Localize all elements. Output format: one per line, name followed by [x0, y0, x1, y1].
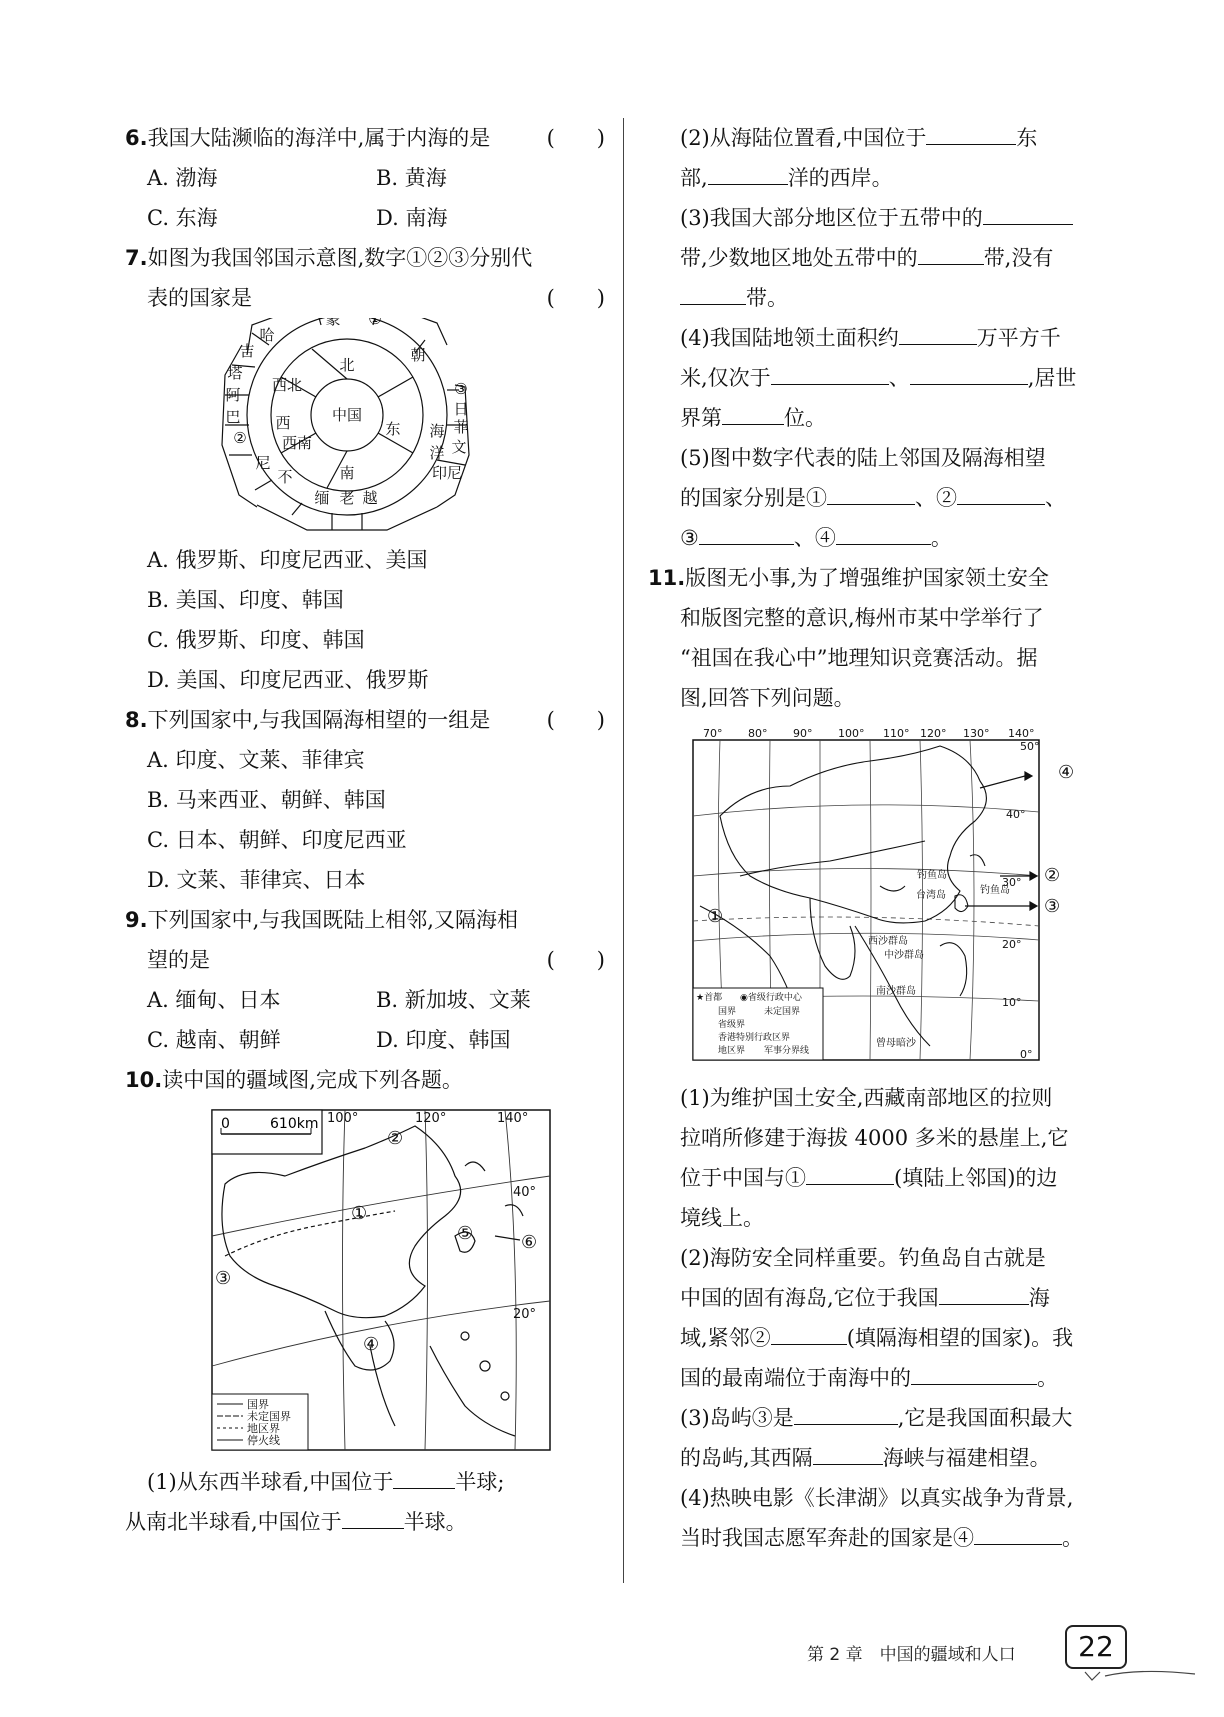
map1-legend-undetermined: 未定国界: [247, 1410, 291, 1423]
map2-legend-provincial: ◉省级行政中心: [740, 993, 802, 1003]
q9-stem-2: [125, 940, 605, 980]
q6-option-b[interactable]: B. 黄海: [376, 166, 447, 190]
q8-option-a[interactable]: A. 印度、文莱、菲律宾: [147, 748, 365, 772]
map1-legend-border: 国界: [247, 1398, 269, 1411]
map2-marker-4: ④: [1058, 762, 1075, 783]
q10-sub4-blank-4[interactable]: [722, 400, 784, 425]
ring-center-label: 中国: [331, 406, 363, 424]
q10-sub5-text-d: 、: [1045, 486, 1066, 510]
q11-sub3-text-b: ,它是我国面积最大: [897, 1406, 1073, 1430]
map2-legend-undetermined: 未定国界: [764, 1007, 801, 1017]
ring-philippines: 菲: [453, 418, 469, 436]
map1-legend-region: 地区界: [247, 1422, 280, 1435]
q10-sub3-line3: [680, 278, 1120, 318]
q11-sub2-text-g: 。: [1037, 1366, 1058, 1390]
neighbor-ring-svg: [125, 318, 605, 540]
q11-sub1-text-d: (填陆上邻国)的边: [894, 1166, 1058, 1190]
map2-marker-2: ②: [1044, 865, 1061, 886]
q11-sub3-text-d: 海峡与福建相望。: [882, 1446, 1051, 1470]
q10-sub4-text-e: ,居世: [1027, 366, 1077, 390]
map2-legend-military: 军事分界线: [764, 1046, 810, 1056]
q10-sub1-text-d: 半球。: [403, 1510, 467, 1534]
q11-sub4-text-c: 。: [1062, 1526, 1083, 1550]
q11-sub3-text-c: 的岛屿,其西隔: [680, 1446, 813, 1470]
q9-text-2: 望的是: [147, 948, 210, 972]
footer-swoosh-decoration: [1080, 1664, 1200, 1684]
q11-sub2-line4: [680, 1358, 1120, 1398]
q11-sub3-blank-1[interactable]: [794, 1400, 898, 1425]
china-territory-map-svg: [125, 1106, 605, 1462]
q7-stem-2: [125, 278, 605, 318]
q11-sub2-blank-2[interactable]: [771, 1320, 847, 1345]
map2-marker-1: ①: [707, 906, 724, 927]
q10-sub1-text-a: (1)从东西半球看,中国位于: [147, 1470, 394, 1494]
ring-laos: 老: [339, 489, 355, 507]
q11-sub2-text-d: 域,紧邻②: [680, 1326, 771, 1350]
ring-sea-label: 海: [429, 422, 445, 440]
q11-sub2-blank-3[interactable]: [911, 1360, 1037, 1385]
q6-options-row-1: [125, 158, 605, 198]
q10-sub2-text-c: 部,: [680, 166, 708, 190]
q11-stem-1: [648, 558, 1120, 598]
q10-sub4-line1: [680, 318, 1120, 358]
q9-number: 9.: [125, 908, 148, 932]
ring-ocean-label: 洋: [429, 444, 445, 462]
q7-option-d[interactable]: D. 美国、印度尼西亚、俄罗斯: [147, 668, 429, 692]
map1-lat-20: 20°: [513, 1307, 537, 1322]
q11-text-1: 版图无小事,为了增强维护国家领土安全: [685, 566, 1049, 590]
ring-mongolia: 蒙: [325, 318, 341, 328]
q11-sub2-line3: [680, 1318, 1120, 1358]
q8-answer-paren[interactable]: ( ): [546, 708, 605, 732]
q8-text: 下列国家中,与我国隔海相望的一组是: [147, 708, 491, 732]
q11-number: 11.: [648, 566, 686, 590]
q10-sub2-blank-2[interactable]: [708, 160, 788, 185]
q10-sub3-blank-3[interactable]: [680, 280, 746, 305]
map1-marker-6: ⑥: [521, 1232, 538, 1253]
map1-lon-120: 120°: [415, 1111, 447, 1126]
q6-option-d[interactable]: D. 南海: [376, 206, 448, 230]
q10-sub4-text-g: 位。: [784, 406, 826, 430]
neighbor-ring-diagram: [125, 318, 605, 540]
right-column: [648, 118, 1120, 1558]
map2-lat-40: 40°: [1006, 808, 1026, 821]
map2-lon-130: 130°: [963, 727, 990, 740]
q6-number: 6.: [125, 126, 148, 150]
q10-sub4-blank-2[interactable]: [771, 360, 889, 385]
map1-scale-zero: 0: [221, 1116, 230, 1132]
q9-text-1: 下列国家中,与我国既陆上相邻,又隔海相: [147, 908, 518, 932]
q10-sub3-line2: [680, 238, 1120, 278]
ring-dir-west: 西: [275, 414, 291, 432]
map1-scale-km: 610km: [270, 1116, 319, 1132]
left-column: [125, 118, 605, 1542]
q11-sub3-line2: [680, 1438, 1120, 1478]
q10-sub1-line1: [125, 1462, 605, 1502]
map2-lon-110: 110°: [883, 727, 910, 740]
q10-sub5-line3: [680, 518, 1120, 558]
q9-option-b[interactable]: B. 新加坡、文莱: [376, 988, 531, 1012]
ring-kyrgyzstan: 吉: [239, 342, 255, 360]
q7-stem-1: [125, 238, 605, 278]
q10-sub3-text-b: 带,少数地区地处五带中的: [680, 246, 918, 270]
ring-marker-2: ②: [233, 429, 247, 447]
q10-sub5-text-c: 、②: [915, 486, 957, 510]
ring-bottom-frame: [257, 505, 437, 530]
q6-options-row-2: [125, 198, 605, 238]
q11-sub4-line1: (4)热映电影《长津湖》以真实战争为背景,: [680, 1486, 1074, 1510]
q11-text-2: 和版图完整的意识,梅州市某中学举行了: [680, 606, 1044, 630]
q11-text-3: “祖国在我心中”地理知识竞赛活动。据: [680, 646, 1038, 670]
q9-option-c[interactable]: C. 越南、朝鲜: [147, 1028, 281, 1052]
ring-brunei: 文: [451, 438, 467, 456]
map1-marker-5: ⑤: [457, 1223, 474, 1244]
q10-text: 读中国的疆域图,完成下列各题。: [162, 1068, 463, 1092]
map2-place-zengmu: 曾母暗沙: [876, 1038, 916, 1049]
map2-lon-90: 90°: [793, 727, 813, 740]
q11-sub1-line1: (1)为维护国土安全,西藏南部地区的拉则: [680, 1086, 1053, 1110]
q10-sub5-blank-4[interactable]: [836, 520, 931, 545]
q10-sub3-text-a: (3)我国大部分地区位于五带中的: [680, 206, 983, 230]
q11-sub2-line1: (2)海防安全同样重要。钓鱼岛自古就是: [680, 1246, 1046, 1270]
q10-sub4-text-f: 界第: [680, 406, 722, 430]
q10-sub3-blank-1[interactable]: [983, 200, 1073, 225]
q9-answer-paren[interactable]: ( ): [546, 948, 605, 972]
q10-sub2-blank-1[interactable]: [926, 120, 1016, 145]
q11-sub4-blank[interactable]: [974, 1520, 1062, 1545]
q10-sub2-text-b: 东: [1016, 126, 1038, 150]
ring-dir-east: 东: [385, 420, 401, 438]
column-divider: [623, 118, 624, 1583]
q10-sub5-text-e: ③: [680, 526, 699, 550]
map2-lon-100: 100°: [838, 727, 865, 740]
q7-number: 7.: [125, 246, 148, 270]
q10-sub5-text-b: 的国家分别是①: [680, 486, 827, 510]
china-territory-map: [125, 1106, 605, 1462]
map2-place-nansha: 南沙群岛: [876, 986, 916, 997]
ring-indonesia: 印尼: [431, 464, 463, 482]
page-number: 22: [1065, 1625, 1127, 1669]
map2-lon-80: 80°: [748, 727, 768, 740]
map2-lat-0: 0°: [1020, 1048, 1033, 1061]
q11-sub3-line1: [680, 1398, 1120, 1438]
q6-option-a[interactable]: A. 渤海: [147, 166, 218, 190]
q11-sub1-line4: 境线上。: [680, 1206, 764, 1230]
map2-legend-region: 地区界: [718, 1046, 746, 1056]
q11-sub2-text-c: 海: [1028, 1286, 1050, 1310]
map1-lat-40: 40°: [513, 1185, 537, 1200]
q10-sub2-line1: [680, 118, 1120, 158]
q7-answer-paren[interactable]: ( ): [546, 286, 605, 310]
q9-option-a[interactable]: A. 缅甸、日本: [147, 988, 281, 1012]
map2-lat-50: 50°: [1020, 740, 1040, 753]
q6-answer-paren[interactable]: ( ): [546, 126, 605, 150]
map2-place-xisha: 西沙群岛: [868, 936, 908, 947]
map1-marker-3: ③: [215, 1268, 232, 1289]
q8-stem: [125, 700, 605, 740]
map1-marker-2: ②: [387, 1128, 404, 1149]
ring-kazakhstan: 哈: [259, 326, 275, 344]
q10-sub1-line2: [125, 1502, 605, 1542]
ring-dir-northwest: 西北: [271, 376, 303, 394]
q10-sub5-text-f: 、④: [793, 526, 836, 550]
q11-sub1-line3: [680, 1158, 1120, 1198]
q10-sub4-blank-1[interactable]: [899, 320, 977, 345]
q9-options-row-1: [125, 980, 605, 1020]
q11-sub2-text-e: (填隔海相望的国家)。我: [846, 1326, 1074, 1350]
q10-sub2-line2: [680, 158, 1120, 198]
map2-lon-140: 140°: [1008, 727, 1035, 740]
q8-option-c[interactable]: C. 日本、朝鲜、印度尼西亚: [147, 828, 407, 852]
q10-sub4-text-c: 米,仅次于: [680, 366, 771, 390]
map2-legend-hk: 香港特别行政区界: [718, 1033, 791, 1043]
q10-sub5-line2: [680, 478, 1120, 518]
q10-sub5-blank-2[interactable]: [957, 480, 1045, 505]
china-neighbors-map-svg: [680, 726, 1120, 1078]
q10-sub2-text-d: 洋的西岸。: [787, 166, 893, 190]
q11-sub4-text-b: 当时我国志愿军奔赴的国家是④: [680, 1526, 974, 1550]
q10-sub3-text-c: 带,没有: [983, 246, 1054, 270]
ring-pakistan: 巴: [225, 408, 241, 426]
ring-japan: 日: [453, 400, 469, 418]
map2-place-taiwan: 台湾岛: [916, 890, 946, 901]
q11-sub2-blank-1[interactable]: [939, 1280, 1029, 1305]
ring-dir-southwest: 西南: [281, 434, 313, 452]
map2-lon-120: 120°: [920, 727, 947, 740]
q10-sub4-text-d: 、: [888, 366, 910, 390]
q11-sub2-line2: [680, 1278, 1120, 1318]
q8-number: 8.: [125, 708, 148, 732]
q10-sub3-line1: [680, 198, 1120, 238]
q10-sub5-blank-3[interactable]: [699, 520, 794, 545]
q9-option-d[interactable]: D. 印度、韩国: [376, 1028, 511, 1052]
ring-dir-south: 南: [339, 464, 355, 482]
map2-diaoyu-callout: 钓鱼岛: [980, 885, 1010, 896]
map2-lat-10: 10°: [1002, 996, 1022, 1009]
q10-sub5-blank-1[interactable]: [827, 480, 915, 505]
q11-text-4: 图,回答下列问题。: [680, 686, 855, 710]
q10-sub5-text-g: 。: [930, 526, 952, 550]
q10-sub1-blank-1[interactable]: [393, 1464, 455, 1489]
q11-sub4-line2: [680, 1518, 1120, 1558]
ring-vietnam: 越: [362, 489, 378, 507]
q8-option-b[interactable]: B. 马来西亚、朝鲜、韩国: [147, 788, 386, 812]
ring-bhutan: 不: [277, 468, 293, 486]
q9-stem-1: [125, 900, 605, 940]
q8-option-d[interactable]: D. 文莱、菲律宾、日本: [147, 868, 366, 892]
q9-options-row-2: [125, 1020, 605, 1060]
q6-stem: [125, 118, 605, 158]
map2-lat-20: 20°: [1002, 938, 1022, 951]
q7-option-a[interactable]: A. 俄罗斯、印度尼西亚、美国: [147, 548, 428, 572]
q10-sub5-line1: (5)图中数字代表的陆上邻国及隔海相望: [680, 446, 1046, 470]
ring-korea: 朝: [410, 346, 426, 364]
map2-legend-capital: ★首都: [696, 993, 723, 1003]
ring-afghanistan: 阿: [225, 386, 241, 404]
q10-number: 10.: [125, 1068, 163, 1092]
q11-sub2-text-f: 国的最南端位于南海中的: [680, 1366, 911, 1390]
q10-sub4-line2: [680, 358, 1120, 398]
q11-sub1-text-c: 位于中国与①: [680, 1166, 806, 1190]
q10-sub4-text-a: (4)我国陆地领土面积约: [680, 326, 899, 350]
q11-sub1-line2: 拉哨所修建于海拔 4000 多米的悬崖上,它: [680, 1126, 1069, 1150]
ring-marker-3: ③: [454, 380, 468, 398]
map1-legend-ceasefire: 停火线: [247, 1434, 280, 1447]
q6-text: 我国大陆濒临的海洋中,属于内海的是: [147, 126, 491, 150]
q11-sub3-text-a: (3)岛屿③是: [680, 1406, 794, 1430]
q10-stem: [125, 1060, 605, 1100]
q11-sub2-text-b: 中国的固有海岛,它位于我国: [680, 1286, 939, 1310]
map2-place-diaoyu: 钓鱼岛: [917, 870, 947, 881]
q11-sub3-blank-2[interactable]: [813, 1440, 883, 1465]
q10-sub4-blank-3[interactable]: [910, 360, 1028, 385]
map1-marker-1: ①: [351, 1203, 368, 1224]
q7-option-c[interactable]: C. 俄罗斯、印度、韩国: [147, 628, 365, 652]
map2-legend-border: 国界: [718, 1007, 737, 1017]
q10-sub4-line3: [680, 398, 1120, 438]
q10-sub1-text-b: 半球;: [455, 1470, 505, 1494]
ring-marker-1: ①: [368, 318, 382, 328]
q10-sub2-text-a: (2)从海陆位置看,中国位于: [680, 126, 927, 150]
ring-dir-north: 北: [339, 356, 355, 374]
q10-sub1-blank-2[interactable]: [342, 1504, 404, 1529]
map2-lat-30: 30°: [1002, 876, 1022, 889]
map2-marker-3: ③: [1044, 896, 1061, 917]
q7-text-1: 如图为我国邻国示意图,数字①②③分别代: [147, 246, 533, 270]
map1-marker-4: ④: [363, 1334, 380, 1355]
ring-nepal: 尼: [255, 454, 271, 472]
q10-sub1-text-c: 从南北半球看,中国位于: [125, 1510, 342, 1534]
q11-sub1-blank[interactable]: [806, 1160, 894, 1185]
map2-lon-70: 70°: [703, 727, 723, 740]
q7-option-b[interactable]: B. 美国、印度、韩国: [147, 588, 344, 612]
q6-option-c[interactable]: C. 东海: [147, 206, 218, 230]
map1-lon-100: 100°: [327, 1111, 359, 1126]
china-neighbors-map: [680, 726, 1120, 1078]
q10-sub3-text-d: 带。: [746, 286, 788, 310]
q10-sub4-text-b: 万平方千: [976, 326, 1061, 350]
map1-lon-140: 140°: [497, 1111, 529, 1126]
q10-sub3-blank-2[interactable]: [918, 240, 984, 265]
footer-chapter: 第 2 章 中国的疆域和人口: [807, 1645, 1016, 1665]
ring-myanmar: 缅: [314, 489, 330, 507]
q7-text-2: 表的国家是: [147, 286, 252, 310]
map2-legend-province-line: 省级界: [718, 1020, 746, 1030]
ring-tajikistan: 塔: [227, 364, 243, 382]
map2-place-zhongsha: 中沙群岛: [884, 950, 924, 961]
